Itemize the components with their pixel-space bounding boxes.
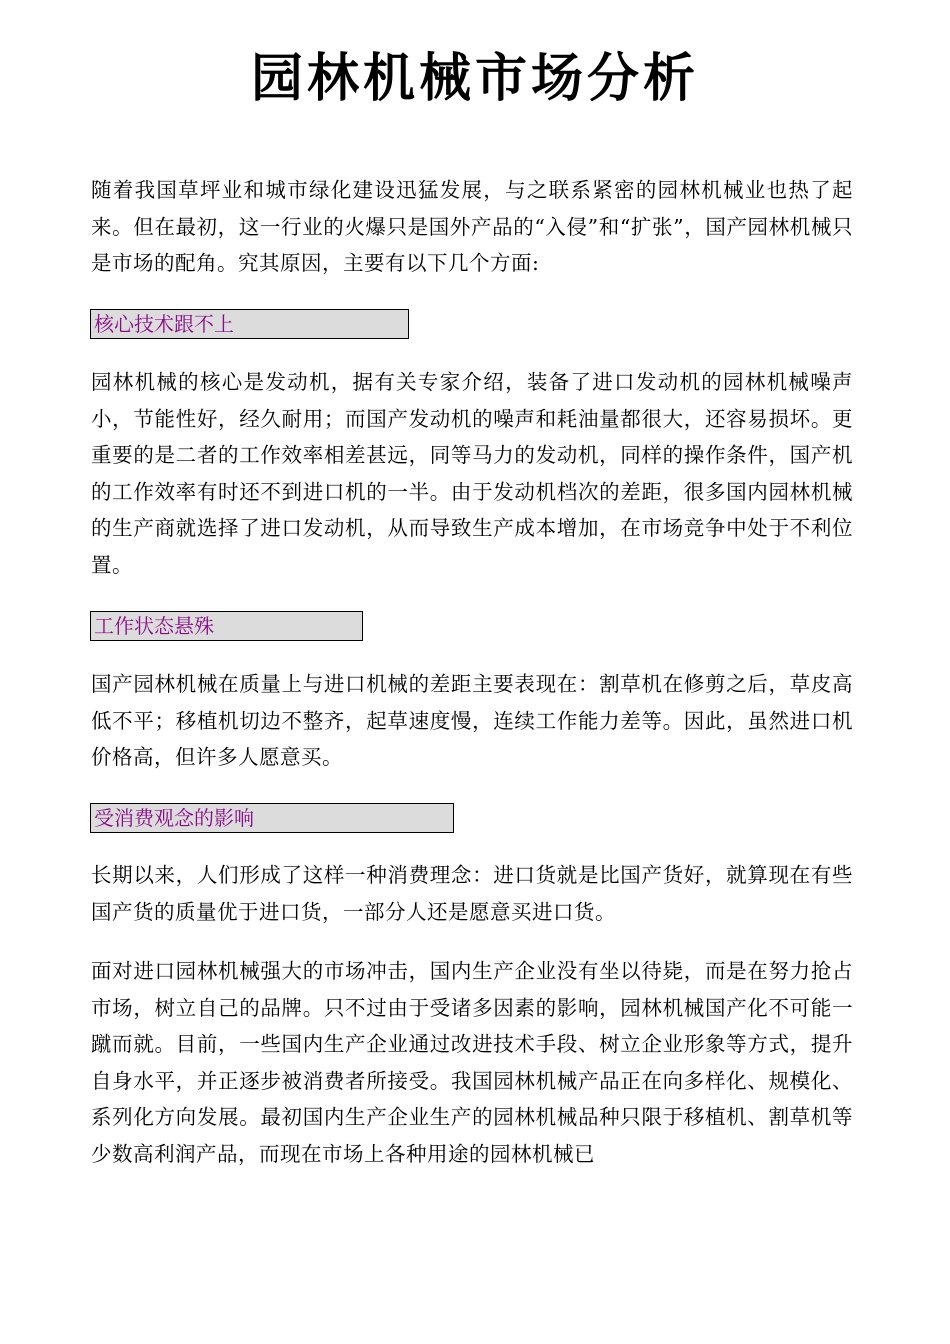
section-body-core-technology: 园林机械的核心是发动机，据有关专家介绍，装备了进口发动机的园林机械噪声小，节能性好，经久耐用；而国产发动机的噪声和耗油量都很大，还容易损坏。更重要的是二者的工作效率相差甚远，同等马力的发动机，同样的操作条件，国产机的工作效率有时还不到进口机的一半。由于发动机档次的差距，很多国内园林机械的生产商就选择了进口发动机，从而导致生产成本增加，在市场竞争中处于不利位置。 xyxy=(91,370,853,577)
page-title: 园林机械市场分析 xyxy=(250,48,699,109)
section-heading-working-state: 工作状态悬殊 xyxy=(90,611,363,641)
section-body-working-state: 国产园林机械在质量上与进口机械的差距主要表现在：割草机在修剪之后，草皮高低不平；移植机切边不整齐，起草速度慢，连续工作能力差等。因此，虽然进口机价格高，但许多人愿意买。 xyxy=(91,672,853,769)
section-heading-consumer-concept: 受消费观念的影响 xyxy=(90,803,454,833)
closing-paragraph: 面对进口园林机械强大的市场冲击，国内生产企业没有坐以待毙，而是在努力抢占市场，树立自己的品牌。只不过由于受诸多因素的影响，园林机械国产化不可能一蹴而就。目前，一些国内生产企业通过改进技术手段、树立企业形象等方式，提升自身水平，并正逐步被消费者所接受。我国园林机械产品正在向多样化、规模化、系列化方向发展。最初国内生产企业生产的园林机械品种只限于移植机、割草机等少数高利润产品，而现在市场上各种用途的园林机械已 xyxy=(91,959,853,1166)
intro-paragraph: 随着我国草坪业和城市绿化建设迅猛发展，与之联系紧密的园林机械业也热了起来。但在最初，这一行业的火爆只是国外产品的“入侵”和“扩张”，国产园林机械只是市场的配角。究其原因，主要有以下几个方面: xyxy=(91,178,853,275)
section-heading-core-technology: 核心技术跟不上 xyxy=(90,309,409,339)
section-body-consumer-concept: 长期以来，人们形成了这样一种消费理念：进口货就是比国产货好，就算现在有些国产货的质量优于进口货，一部分人还是愿意买进口货。 xyxy=(91,863,853,924)
